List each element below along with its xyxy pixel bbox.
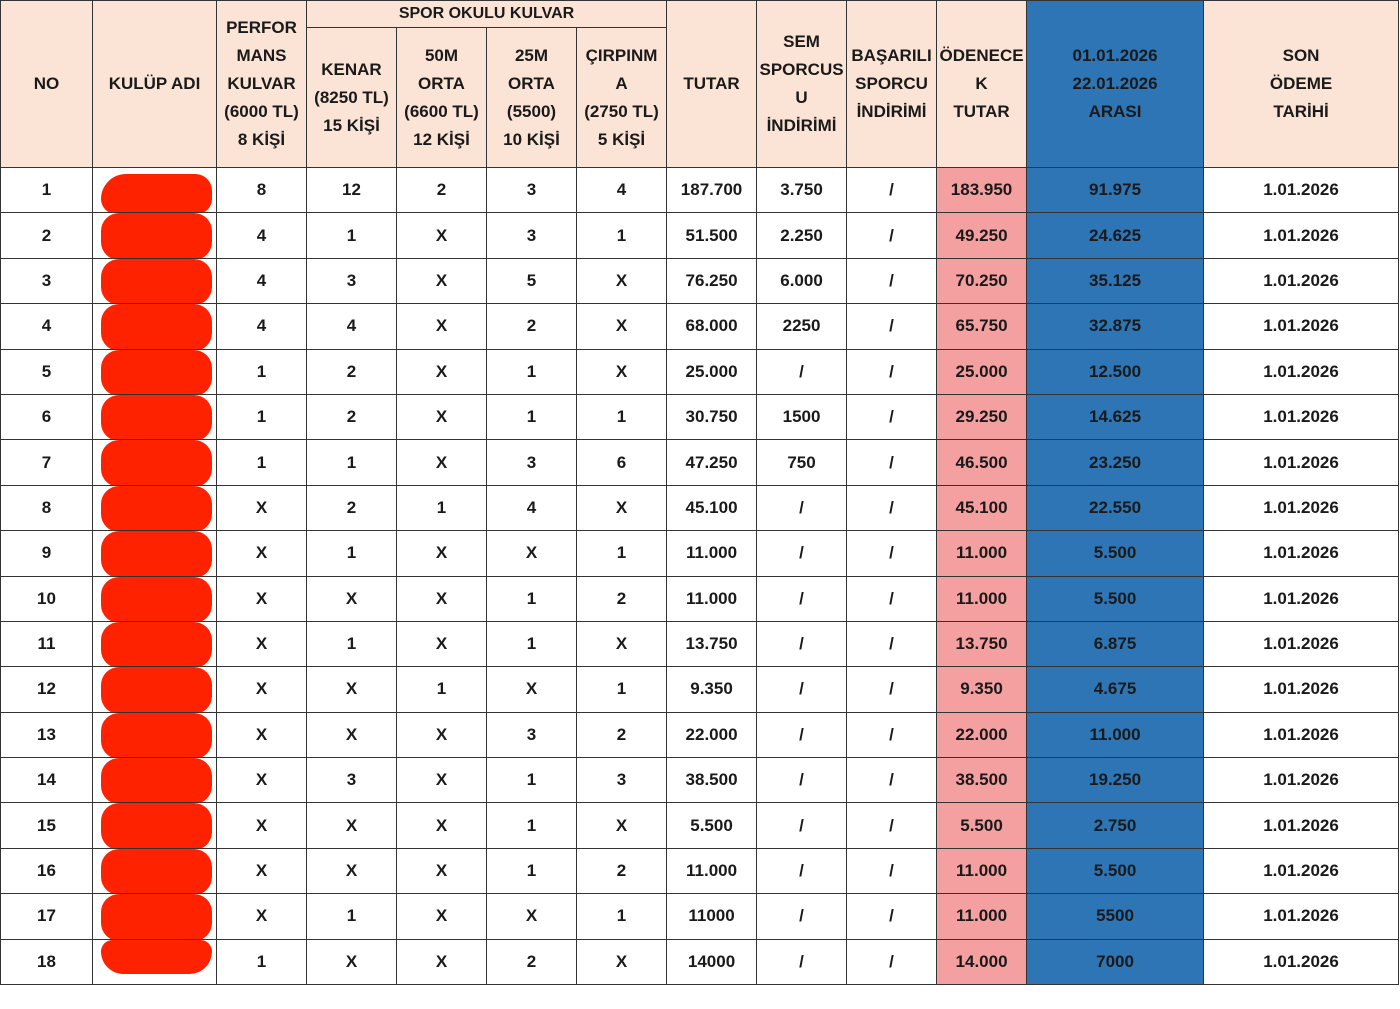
cell-50m: X (397, 531, 487, 576)
cell-25m: 1 (487, 621, 577, 666)
cell-total: 47.250 (667, 440, 757, 485)
cell-25m: 1 (487, 576, 577, 621)
cell-no: 15 (1, 803, 93, 848)
cell-kicking: X (577, 349, 667, 394)
cell-sem-discount: / (757, 667, 847, 712)
cell-50m: X (397, 758, 487, 803)
cell-amount-payable: 38.500 (937, 758, 1027, 803)
redaction-mark (101, 940, 212, 974)
cell-no: 7 (1, 440, 93, 485)
redaction-mark (101, 849, 212, 894)
cell-performance: X (217, 485, 307, 530)
cell-amount-payable: 11.000 (937, 848, 1027, 893)
cell-period-amount: 23.250 (1027, 440, 1204, 485)
cell-club-name (93, 712, 217, 757)
table-header (1, 1, 1399, 168)
cell-kicking: 1 (577, 531, 667, 576)
cell-total: 11.000 (667, 576, 757, 621)
cell-kenar: 1 (307, 531, 397, 576)
cell-no: 10 (1, 576, 93, 621)
cell-amount-payable: 11.000 (937, 576, 1027, 621)
cell-performance: 1 (217, 939, 307, 984)
cell-last-payment-date: 1.01.2026 (1204, 667, 1399, 712)
cell-kenar: X (307, 667, 397, 712)
cell-last-payment-date: 1.01.2026 (1204, 394, 1399, 439)
redaction-mark (101, 667, 212, 712)
cell-50m: X (397, 621, 487, 666)
redaction-mark (101, 440, 212, 485)
cell-total: 51.500 (667, 213, 757, 258)
cell-25m: 1 (487, 848, 577, 893)
cell-period-amount: 5500 (1027, 894, 1204, 939)
cell-sem-discount: 750 (757, 440, 847, 485)
cell-period-amount: 5.500 (1027, 576, 1204, 621)
redaction-mark (101, 713, 212, 758)
cell-no: 11 (1, 621, 93, 666)
cell-period-amount: 5.500 (1027, 531, 1204, 576)
cell-period-amount: 91.975 (1027, 168, 1204, 213)
cell-25m: 1 (487, 394, 577, 439)
cell-period-amount: 35.125 (1027, 258, 1204, 303)
table-row (1, 349, 1399, 394)
cell-amount-payable: 29.250 (937, 394, 1027, 439)
cell-kenar: 3 (307, 758, 397, 803)
cell-successful-discount: / (847, 213, 937, 258)
cell-25m: 1 (487, 758, 577, 803)
cell-amount-payable: 45.100 (937, 485, 1027, 530)
cell-successful-discount: / (847, 667, 937, 712)
cell-sem-discount: 2.250 (757, 213, 847, 258)
cell-25m: 1 (487, 803, 577, 848)
cell-club-name (93, 939, 217, 984)
cell-kicking: 2 (577, 848, 667, 893)
cell-amount-payable: 14.000 (937, 939, 1027, 984)
cell-successful-discount: / (847, 349, 937, 394)
redaction-mark (101, 395, 212, 440)
cell-sem-discount: 2250 (757, 304, 847, 349)
cell-25m: 3 (487, 712, 577, 757)
cell-sem-discount: / (757, 621, 847, 666)
cell-performance: 8 (217, 168, 307, 213)
cell-total: 5.500 (667, 803, 757, 848)
cell-last-payment-date: 1.01.2026 (1204, 894, 1399, 939)
header-total: TUTAR (667, 1, 757, 168)
cell-50m: X (397, 304, 487, 349)
cell-amount-payable: 70.250 (937, 258, 1027, 303)
redaction-mark (101, 486, 212, 531)
cell-no: 13 (1, 712, 93, 757)
cell-club-name (93, 168, 217, 213)
cell-50m: X (397, 848, 487, 893)
cell-performance: X (217, 667, 307, 712)
cell-no: 1 (1, 168, 93, 213)
cell-amount-payable: 11.000 (937, 531, 1027, 576)
table-row (1, 848, 1399, 893)
cell-successful-discount: / (847, 168, 937, 213)
cell-successful-discount: / (847, 531, 937, 576)
cell-no: 8 (1, 485, 93, 530)
cell-successful-discount: / (847, 712, 937, 757)
cell-kenar: 2 (307, 485, 397, 530)
table-row (1, 621, 1399, 666)
cell-50m: 1 (397, 667, 487, 712)
cell-successful-discount: / (847, 621, 937, 666)
cell-25m: 4 (487, 485, 577, 530)
cell-successful-discount: / (847, 258, 937, 303)
cell-performance: 1 (217, 394, 307, 439)
cell-club-name (93, 440, 217, 485)
cell-kicking: 4 (577, 168, 667, 213)
cell-successful-discount: / (847, 394, 937, 439)
cell-total: 11.000 (667, 531, 757, 576)
redaction-mark (101, 350, 212, 395)
cell-total: 11.000 (667, 848, 757, 893)
table-body (1, 168, 1399, 985)
cell-club-name (93, 485, 217, 530)
cell-kicking: X (577, 304, 667, 349)
cell-club-name (93, 213, 217, 258)
cell-amount-payable: 183.950 (937, 168, 1027, 213)
cell-performance: X (217, 894, 307, 939)
redaction-mark (101, 174, 212, 213)
table-row (1, 213, 1399, 258)
cell-last-payment-date: 1.01.2026 (1204, 168, 1399, 213)
cell-performance: X (217, 848, 307, 893)
cell-period-amount: 12.500 (1027, 349, 1204, 394)
cell-50m: X (397, 803, 487, 848)
cell-sem-discount: 1500 (757, 394, 847, 439)
cell-sem-discount: 6.000 (757, 258, 847, 303)
table-row (1, 939, 1399, 984)
cell-50m: 2 (397, 168, 487, 213)
cell-successful-discount: / (847, 304, 937, 349)
cell-25m: X (487, 531, 577, 576)
cell-kicking: 6 (577, 440, 667, 485)
cell-amount-payable: 5.500 (937, 803, 1027, 848)
cell-period-amount: 24.625 (1027, 213, 1204, 258)
cell-kenar: X (307, 939, 397, 984)
cell-kicking: 3 (577, 758, 667, 803)
cell-last-payment-date: 1.01.2026 (1204, 939, 1399, 984)
cell-total: 14000 (667, 939, 757, 984)
cell-club-name (93, 848, 217, 893)
cell-total: 38.500 (667, 758, 757, 803)
cell-club-name (93, 576, 217, 621)
cell-total: 22.000 (667, 712, 757, 757)
cell-total: 11000 (667, 894, 757, 939)
cell-period-amount: 4.675 (1027, 667, 1204, 712)
cell-50m: X (397, 712, 487, 757)
cell-50m: 1 (397, 485, 487, 530)
cell-25m: 1 (487, 349, 577, 394)
cell-kenar: X (307, 848, 397, 893)
cell-25m: 2 (487, 939, 577, 984)
cell-50m: X (397, 894, 487, 939)
cell-50m: X (397, 440, 487, 485)
table-row (1, 168, 1399, 213)
cell-total: 25.000 (667, 349, 757, 394)
table-row (1, 440, 1399, 485)
cell-kenar: 4 (307, 304, 397, 349)
cell-club-name (93, 667, 217, 712)
cell-no: 4 (1, 304, 93, 349)
cell-kenar: X (307, 576, 397, 621)
cell-50m: X (397, 258, 487, 303)
cell-no: 17 (1, 894, 93, 939)
cell-no: 12 (1, 667, 93, 712)
cell-amount-payable: 46.500 (937, 440, 1027, 485)
cell-sem-discount: / (757, 939, 847, 984)
cell-successful-discount: / (847, 485, 937, 530)
cell-amount-payable: 9.350 (937, 667, 1027, 712)
cell-25m: X (487, 667, 577, 712)
cell-total: 76.250 (667, 258, 757, 303)
cell-successful-discount: / (847, 576, 937, 621)
table-row (1, 667, 1399, 712)
cell-performance: X (217, 531, 307, 576)
cell-kenar: 3 (307, 258, 397, 303)
cell-kicking: 1 (577, 394, 667, 439)
redaction-mark (101, 894, 212, 939)
cell-last-payment-date: 1.01.2026 (1204, 758, 1399, 803)
cell-club-name (93, 394, 217, 439)
redaction-mark (101, 531, 212, 576)
cell-performance: 1 (217, 349, 307, 394)
cell-period-amount: 22.550 (1027, 485, 1204, 530)
cell-period-amount: 19.250 (1027, 758, 1204, 803)
cell-kicking: X (577, 939, 667, 984)
cell-period-amount: 5.500 (1027, 848, 1204, 893)
cell-successful-discount: / (847, 440, 937, 485)
cell-last-payment-date: 1.01.2026 (1204, 213, 1399, 258)
cell-no: 2 (1, 213, 93, 258)
redaction-mark (101, 758, 212, 803)
cell-25m: X (487, 894, 577, 939)
cell-no: 14 (1, 758, 93, 803)
cell-total: 9.350 (667, 667, 757, 712)
cell-amount-payable: 11.000 (937, 894, 1027, 939)
cell-last-payment-date: 1.01.2026 (1204, 440, 1399, 485)
cell-club-name (93, 803, 217, 848)
cell-kenar: X (307, 803, 397, 848)
cell-kicking: X (577, 803, 667, 848)
cell-successful-discount: / (847, 803, 937, 848)
cell-last-payment-date: 1.01.2026 (1204, 848, 1399, 893)
cell-club-name (93, 758, 217, 803)
cell-performance: X (217, 576, 307, 621)
cell-club-name (93, 258, 217, 303)
cell-successful-discount: / (847, 939, 937, 984)
cell-kicking: 2 (577, 576, 667, 621)
header-successful-athlete-discount: BAŞARILI SPORCU İNDİRİMİ (847, 1, 937, 168)
cell-successful-discount: / (847, 758, 937, 803)
cell-club-name (93, 304, 217, 349)
cell-50m: X (397, 576, 487, 621)
table-row (1, 894, 1399, 939)
redaction-mark (101, 213, 212, 258)
cell-last-payment-date: 1.01.2026 (1204, 712, 1399, 757)
table-row (1, 258, 1399, 303)
cell-kicking: 1 (577, 213, 667, 258)
cell-last-payment-date: 1.01.2026 (1204, 803, 1399, 848)
cell-25m: 3 (487, 440, 577, 485)
cell-50m: X (397, 213, 487, 258)
cell-50m: X (397, 349, 487, 394)
cell-last-payment-date: 1.01.2026 (1204, 349, 1399, 394)
cell-club-name (93, 349, 217, 394)
cell-kenar: 1 (307, 894, 397, 939)
cell-kicking: X (577, 485, 667, 530)
cell-total: 13.750 (667, 621, 757, 666)
header-period: 01.01.2026 22.01.2026 ARASI (1027, 1, 1204, 168)
cell-club-name (93, 621, 217, 666)
cell-performance: 1 (217, 440, 307, 485)
cell-amount-payable: 13.750 (937, 621, 1027, 666)
cell-sem-discount: / (757, 894, 847, 939)
cell-25m: 3 (487, 213, 577, 258)
cell-total: 30.750 (667, 394, 757, 439)
cell-sem-discount: / (757, 531, 847, 576)
header-kenar-lane: KENAR (8250 TL) 15 KİŞİ (307, 28, 397, 168)
cell-last-payment-date: 1.01.2026 (1204, 531, 1399, 576)
header-amount-payable: ÖDENECE K TUTAR (937, 1, 1027, 168)
cell-period-amount: 14.625 (1027, 394, 1204, 439)
header-25m-middle-lane: 25M ORTA (5500) 10 KİŞİ (487, 28, 577, 168)
cell-performance: X (217, 758, 307, 803)
cell-club-name (93, 531, 217, 576)
header-kicking-lane: ÇIRPINM A (2750 TL) 5 KİŞİ (577, 28, 667, 168)
table-row (1, 531, 1399, 576)
cell-last-payment-date: 1.01.2026 (1204, 576, 1399, 621)
cell-amount-payable: 65.750 (937, 304, 1027, 349)
redaction-mark (101, 803, 212, 848)
cell-no: 3 (1, 258, 93, 303)
cell-kicking: 1 (577, 894, 667, 939)
cell-kicking: X (577, 258, 667, 303)
cell-kicking: X (577, 621, 667, 666)
header-sport-school-lane-group: SPOR OKULU KULVAR (307, 1, 667, 28)
table-row (1, 485, 1399, 530)
cell-performance: X (217, 712, 307, 757)
cell-no: 5 (1, 349, 93, 394)
cell-amount-payable: 25.000 (937, 349, 1027, 394)
cell-last-payment-date: 1.01.2026 (1204, 304, 1399, 349)
cell-no: 9 (1, 531, 93, 576)
cell-period-amount: 32.875 (1027, 304, 1204, 349)
redaction-mark (101, 304, 212, 349)
cell-amount-payable: 22.000 (937, 712, 1027, 757)
redaction-mark (101, 577, 212, 622)
cell-performance: 4 (217, 304, 307, 349)
cell-sem-discount: / (757, 803, 847, 848)
cell-period-amount: 6.875 (1027, 621, 1204, 666)
cell-kicking: 2 (577, 712, 667, 757)
cell-performance: X (217, 803, 307, 848)
cell-sem-discount: / (757, 712, 847, 757)
cell-sem-discount: / (757, 349, 847, 394)
cell-kenar: 2 (307, 394, 397, 439)
cell-25m: 3 (487, 168, 577, 213)
cell-performance: 4 (217, 258, 307, 303)
cell-sem-discount: 3.750 (757, 168, 847, 213)
cell-kenar: 1 (307, 213, 397, 258)
cell-total: 68.000 (667, 304, 757, 349)
header-no: NO (1, 1, 93, 168)
table-row (1, 394, 1399, 439)
table-row (1, 803, 1399, 848)
cell-period-amount: 2.750 (1027, 803, 1204, 848)
cell-50m: X (397, 939, 487, 984)
cell-last-payment-date: 1.01.2026 (1204, 258, 1399, 303)
cell-performance: 4 (217, 213, 307, 258)
cell-no: 18 (1, 939, 93, 984)
cell-club-name (93, 894, 217, 939)
cell-sem-discount: / (757, 485, 847, 530)
cell-25m: 2 (487, 304, 577, 349)
cell-kenar: 1 (307, 440, 397, 485)
cell-kenar: 2 (307, 349, 397, 394)
cell-no: 6 (1, 394, 93, 439)
cell-sem-discount: / (757, 848, 847, 893)
cell-total: 45.100 (667, 485, 757, 530)
cell-total: 187.700 (667, 168, 757, 213)
cell-kicking: 1 (577, 667, 667, 712)
redaction-mark (101, 622, 212, 667)
table-row (1, 304, 1399, 349)
table-row (1, 576, 1399, 621)
redaction-mark (101, 259, 212, 304)
cell-period-amount: 7000 (1027, 939, 1204, 984)
cell-25m: 5 (487, 258, 577, 303)
cell-period-amount: 11.000 (1027, 712, 1204, 757)
cell-successful-discount: / (847, 848, 937, 893)
cell-kenar: 1 (307, 621, 397, 666)
table-row (1, 758, 1399, 803)
cell-sem-discount: / (757, 576, 847, 621)
cell-performance: X (217, 621, 307, 666)
header-club-name: KULÜP ADI (93, 1, 217, 168)
header-last-payment-date: SON ÖDEME TARİHİ (1204, 1, 1399, 168)
cell-no: 16 (1, 848, 93, 893)
header-performance-lane: PERFOR MANS KULVAR (6000 TL) 8 KİŞİ (217, 1, 307, 168)
cell-last-payment-date: 1.01.2026 (1204, 621, 1399, 666)
cell-kenar: X (307, 712, 397, 757)
cell-50m: X (397, 394, 487, 439)
header-50m-middle-lane: 50M ORTA (6600 TL) 12 KİŞİ (397, 28, 487, 168)
cell-kenar: 12 (307, 168, 397, 213)
header-sem-athlete-discount: SEM SPORCUS U İNDİRİMİ (757, 1, 847, 168)
cell-sem-discount: / (757, 758, 847, 803)
cell-last-payment-date: 1.01.2026 (1204, 485, 1399, 530)
table-row (1, 712, 1399, 757)
cell-amount-payable: 49.250 (937, 213, 1027, 258)
cell-successful-discount: / (847, 894, 937, 939)
